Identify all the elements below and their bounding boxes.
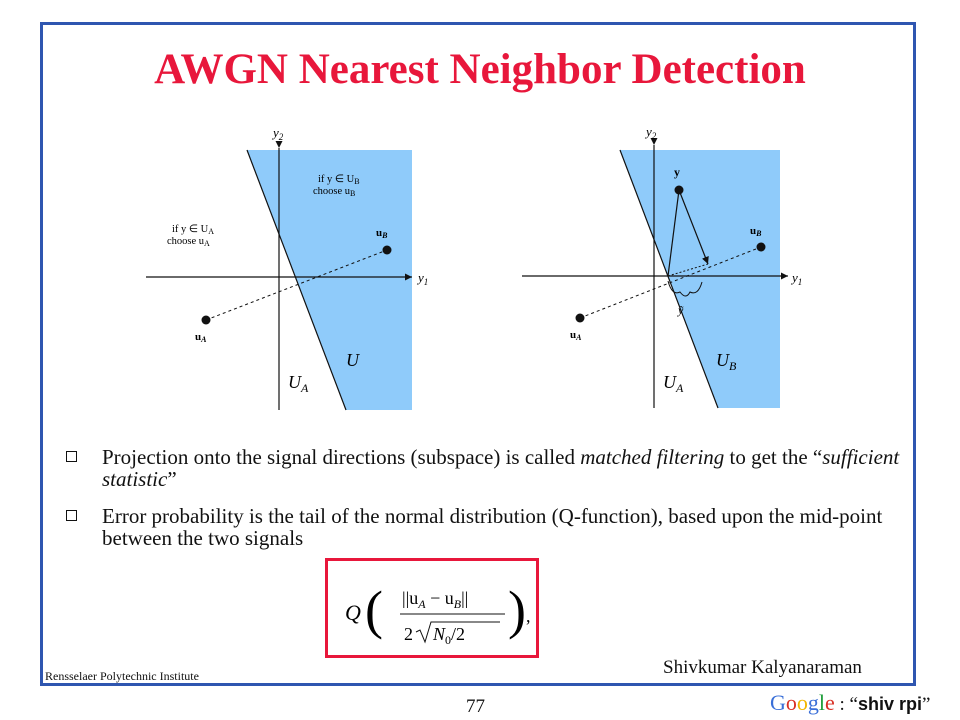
google-search-hint: Google : “shiv rpi” (770, 690, 931, 715)
formula-right-paren: ) (508, 580, 526, 640)
left-y2-label: $y_2$ (273, 125, 284, 142)
right-point-ua (576, 314, 585, 323)
right-region-ua-label: $U_A$ (663, 372, 684, 395)
page-number: 77 (466, 696, 485, 717)
left-rule-b-choose: choose uB (313, 186, 356, 198)
formula-highlight-box (325, 558, 539, 658)
formula-numerator: $||u_A - u_B||$ (402, 588, 469, 611)
bullet-checkbox-icon (66, 510, 77, 521)
search-query: shiv rpi (858, 694, 923, 714)
formula-q: Q (345, 600, 361, 625)
right-region-ub-label: $U_B$ (716, 350, 737, 373)
right-point-y (675, 186, 684, 195)
formula-trailing-comma: , (526, 606, 531, 626)
right-ub-label: uB (750, 225, 762, 238)
slide-title: AWGN Nearest Neighbor Detection (154, 46, 806, 93)
right-region-ub (620, 150, 780, 408)
bullet-checkbox-icon (66, 451, 77, 462)
left-point-ua (202, 316, 211, 325)
right-ytilde-label: ỹ (678, 303, 684, 317)
right-point-ub (757, 243, 766, 252)
bullet-matched-filtering: Projection onto the signal directions (subspace) is called matched filtering to get the “sufficient statistic” (66, 446, 926, 490)
left-region-u-label: U (346, 350, 359, 370)
left-rule-a-choose: choose uA (167, 236, 210, 248)
left-point-ub (383, 246, 392, 255)
left-ub-label: uB (376, 227, 388, 240)
left-region-ua-label: $U_A$ (288, 372, 309, 395)
left-y1-label: $y_1$ (418, 270, 429, 287)
google-logo: Google (770, 690, 835, 715)
formula-left-paren: ( (365, 580, 383, 640)
formula-denominator: $N_0/2$ (433, 624, 466, 647)
left-rule-b: if y ∈ UB (318, 174, 360, 186)
right-y1-label: $y_1$ (792, 270, 803, 287)
bullet-error-probability: Error probability is the tail of the normal distribution (Q-function), based upon the mid-point between the two signals (66, 505, 926, 549)
right-y-label: y (674, 165, 680, 179)
left-rule-a: if y ∈ UA (172, 224, 215, 236)
right-y2-label: $y_2$ (646, 124, 657, 141)
footer-author: Shivkumar Kalyanaraman (663, 657, 862, 678)
left-ua-label: uA (195, 331, 207, 344)
formula-denominator-two: 2 (404, 624, 413, 644)
footer-institution: Rensselaer Polytechnic Institute (45, 669, 199, 683)
left-figure (146, 125, 428, 410)
right-figure (522, 124, 802, 408)
right-ua-label: uA (570, 329, 582, 342)
